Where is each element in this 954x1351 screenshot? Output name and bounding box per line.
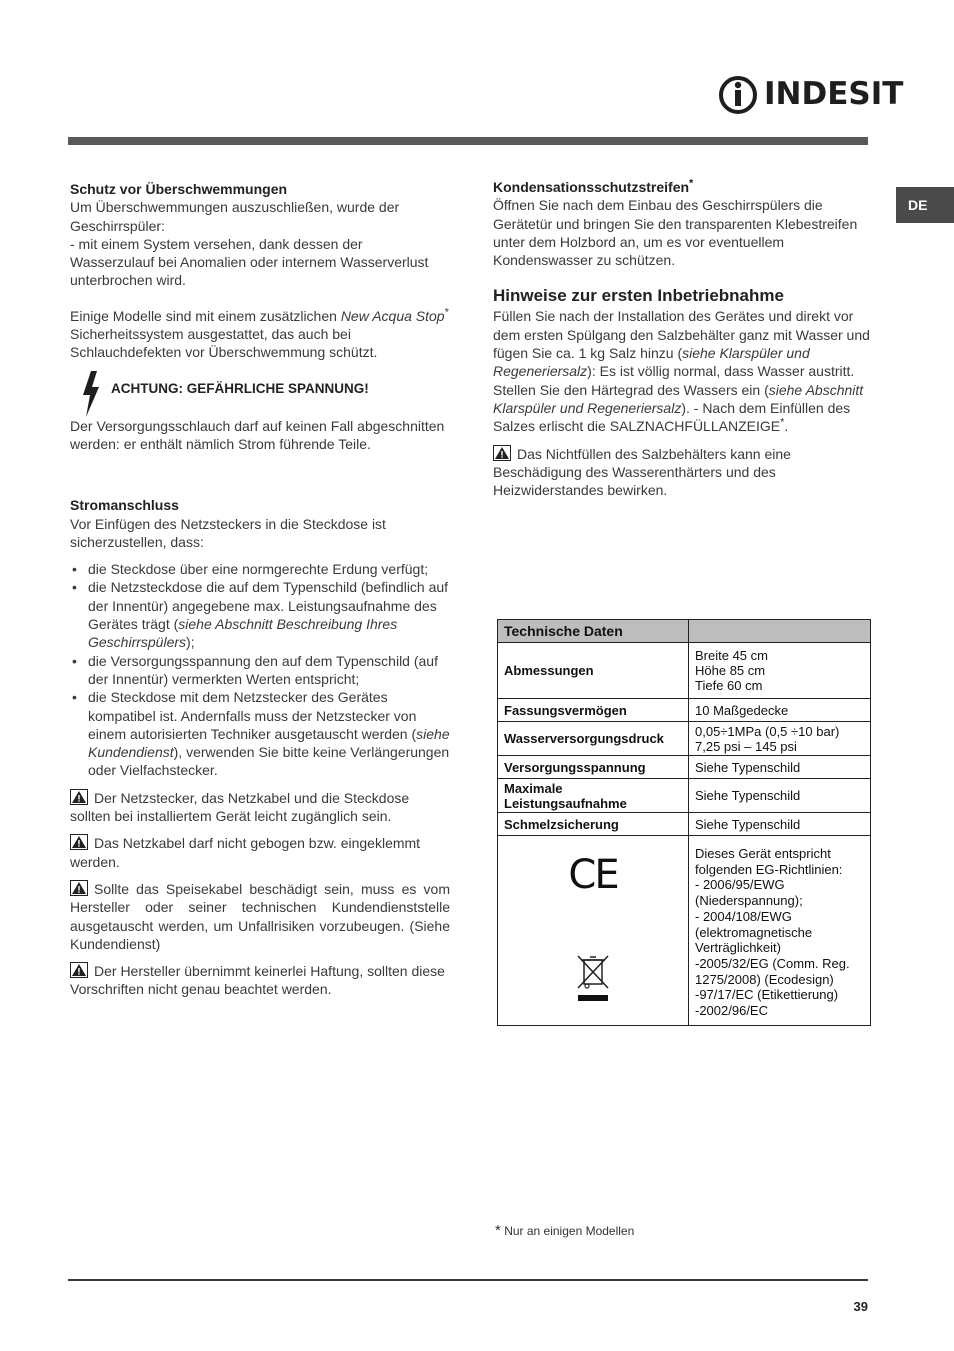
- row-key: Schmelzsicherung: [498, 813, 689, 836]
- note-plug-access: [70, 789, 450, 826]
- table-row: [498, 779, 871, 813]
- directive-line: - 2006/95/EWG (Niederspannung);: [695, 877, 803, 909]
- row-value: 10 Maßgedecke: [689, 699, 871, 722]
- directive-line: -2002/96/EC: [695, 1003, 768, 1019]
- acqua-stop-text: [70, 307, 450, 362]
- power-connection-heading: Stromanschluss: [70, 497, 179, 514]
- first-use-text-b: ): Es ist völlig normal, dass Wasser austritt. Stellen Sie den Härtegrad des Wassers ein (: [493, 363, 855, 398]
- first-use-reference-1: siehe Klarspüler und Regeneriersalz: [493, 345, 810, 380]
- table-row-compliance: [498, 836, 871, 1026]
- flood-protection-heading: Schutz vor Überschwemmungen: [70, 181, 288, 197]
- condensation-strip-title: Kondensationsschutzstreifen: [493, 179, 690, 195]
- technical-data-table: [497, 619, 871, 1026]
- list-item-text: ), verwenden Sie bitte keine Verlängerungen oder Vielfachstecker.: [88, 744, 450, 779]
- table-header-row: [498, 620, 871, 643]
- first-use-reference-2: siehe Abschnitt Klarspüler und Regeneriersalz: [493, 381, 864, 416]
- voltage-warning-text: Der Versorgungsschlauch darf auf keinen Fall abgeschnitten werden: er enthält nämlich Strom führende Teile.: [70, 417, 445, 452]
- warning-icon: [70, 789, 88, 805]
- note-cable-bend: [70, 834, 450, 871]
- list-item-text: );: [186, 634, 195, 651]
- list-item-reference: siehe Abschnitt Beschreibung Ihres Geschirrspülers: [88, 616, 398, 651]
- list-item-text: die Steckdose mit dem Netzstecker des Gerätes kompatibel ist. Andernfalls muss der Netzstecker von einem autorisierten Techniker ausgetauscht werden (: [88, 689, 417, 742]
- footer-rule: [68, 1279, 868, 1281]
- value-line: 0,05÷1MPa (0,5 ÷10 bar): [695, 723, 840, 739]
- table-row: [498, 643, 871, 699]
- warning-icon: [70, 880, 88, 896]
- indesit-logo: [718, 74, 904, 116]
- directive-line: Dieses Gerät entspricht folgenden EG-Richtlinien:: [695, 846, 843, 877]
- condensation-strip-text: Öffnen Sie nach dem Einbau des Geschirrspülers die Gerätetür und bringen Sie den transparenten Klebestreifen unter dem Holzbord an, um es vor eventuellem Kondenswasser zu schützen.: [493, 197, 858, 269]
- first-use-period: .: [784, 418, 789, 435]
- directive-line: - 2004/108/EWG (elektromagnetische Verträglichkeit): [695, 908, 813, 956]
- language-tab: DE: [896, 187, 954, 223]
- note-text: Das Nichtfüllen des Salzbehälters kann eine Beschädigung des Wasserenthärters und des Heizwiderstandes bewirken.: [493, 445, 791, 499]
- list-item: [70, 578, 450, 651]
- row-value: Siehe Typenschild: [689, 756, 871, 779]
- flood-protection-text-1: Um Überschwemmungen auszuschließen, wurde der Geschirrspüler:: [70, 199, 400, 234]
- row-key: Versorgungsspannung: [498, 756, 689, 779]
- warning-icon: [70, 834, 88, 850]
- voltage-warning: [70, 371, 450, 419]
- row-value: Siehe Typenschild: [689, 813, 871, 836]
- value-line: Tiefe 60 cm: [695, 678, 763, 693]
- lightning-icon: [80, 371, 102, 417]
- table-row: [498, 699, 871, 722]
- ce-mark: CE: [568, 852, 618, 898]
- power-check-list: [70, 560, 450, 780]
- row-value: [689, 643, 871, 699]
- table-row: [498, 722, 871, 756]
- directive-line: -2005/32/EG (Comm. Reg. 1275/2008) (Ecodesign): [695, 955, 850, 987]
- acqua-stop-asterisk: *: [444, 306, 449, 319]
- first-use-heading: Hinweise zur ersten Inbetriebnahme: [493, 286, 784, 306]
- logo-emblem-icon: [718, 75, 758, 115]
- page-number: 39: [853, 1299, 868, 1314]
- warning-icon: [493, 445, 511, 461]
- footnote-asterisk: *: [495, 1222, 501, 1239]
- first-use-text: [493, 307, 873, 435]
- power-connection-intro: Vor Einfügen des Netzsteckers in die Steckdose ist sicherzustellen, dass:: [70, 515, 386, 550]
- first-use-asterisk: *: [780, 416, 785, 429]
- warning-icon: [70, 962, 88, 978]
- list-item: [70, 688, 450, 779]
- note-salt: [493, 445, 873, 500]
- note-text: Der Hersteller übernimmt keinerlei Haftung, sollten diese Vorschriften nicht genau beachtet werden.: [70, 963, 445, 998]
- first-use-text-a: Füllen Sie nach der Installation des Gerätes und direkt vor dem ersten Spülgang den Salzbehälter ganz mit Wasser und fügen Sie ca. 1 kg Salz hinzu (: [493, 308, 870, 362]
- acqua-stop-text-a: Einige Modelle sind mit einem zusätzlichen: [70, 307, 341, 324]
- table-header-empty: [689, 620, 871, 643]
- list-item-reference: siehe Kundendienst: [88, 725, 450, 761]
- acqua-stop-name: New Acqua Stop: [340, 307, 445, 324]
- list-item: • die Versorgungsspannung den auf dem Typenschild (auf der Innentür) vermerkten Werten entspricht;: [70, 652, 450, 689]
- table-row: [498, 756, 871, 779]
- footnote: [495, 1222, 634, 1239]
- acqua-stop-text-b: Sicherheitssystem ausgestattet, das auch bei Schlauchdefekten vor Überschwemmung schützt.: [70, 326, 378, 361]
- row-key: Maximale Leistungsaufnahme: [498, 779, 689, 813]
- right-column: [493, 178, 873, 499]
- value-line: Höhe 85 cm: [695, 663, 766, 678]
- first-use-text-c: ). - Nach dem Einfüllen des Salzes erlischt die SALZNACHFÜLLANZEIGE: [493, 399, 851, 435]
- row-key: Fassungsvermögen: [498, 699, 689, 722]
- flood-protection-text-2: - mit einem System versehen, dank dessen der Wasserzulauf bei Anomalien oder internem Wasserverlust unterbrochen wird.: [70, 235, 429, 289]
- list-item-text: die Netzsteckdose die auf dem Typenschild (befindlich auf der Innentür) angegebene max. Leistungsaufnahme des Gerätes trägt (: [88, 579, 449, 633]
- weee-bin-icon: [574, 954, 612, 1004]
- note-cable-damage: [70, 880, 450, 953]
- value-line: Breite 45 cm: [695, 648, 768, 663]
- table-header-label: Technische Daten: [498, 620, 689, 643]
- note-liability: [70, 962, 450, 999]
- directive-line: -97/17/EC (Etikettierung): [695, 987, 839, 1003]
- row-key: Wasserversorgungsdruck: [498, 722, 689, 756]
- brand-wordmark: INDESIT: [764, 76, 904, 112]
- list-item: • die Steckdose über eine normgerechte Erdung verfügt;: [70, 560, 450, 578]
- row-value: [689, 722, 871, 756]
- table-row: [498, 813, 871, 836]
- condensation-strip-heading: [493, 178, 873, 196]
- left-column: [70, 180, 450, 999]
- footnote-text: Nur an einigen Modellen: [504, 1224, 635, 1238]
- note-text: Das Netzkabel darf nicht gebogen bzw. eingeklemmt werden.: [70, 835, 421, 870]
- directives-cell: [689, 836, 871, 1026]
- value-line: 7,25 psi – 145 psi: [695, 738, 797, 754]
- header-rule: [68, 137, 868, 145]
- note-text: Der Netzstecker, das Netzkabel und die Steckdose sollten bei installiertem Gerät leicht zugänglich sein.: [70, 789, 410, 825]
- condensation-strip-asterisk: *: [689, 177, 694, 190]
- compliance-marks: [498, 836, 689, 1026]
- note-text: Sollte das Speisekabel beschädigt sein, muss es vom Hersteller oder seiner technischen Kundendienststelle ausgetauscht werden, um Unfallrisiken vorzubeugen. (Siehe Kundendienst): [70, 880, 450, 952]
- row-value: Siehe Typenschild: [689, 779, 871, 813]
- row-key: Abmessungen: [498, 643, 689, 699]
- voltage-warning-title: ACHTUNG: GEFÄHRLICHE SPANNUNG!: [111, 380, 369, 396]
